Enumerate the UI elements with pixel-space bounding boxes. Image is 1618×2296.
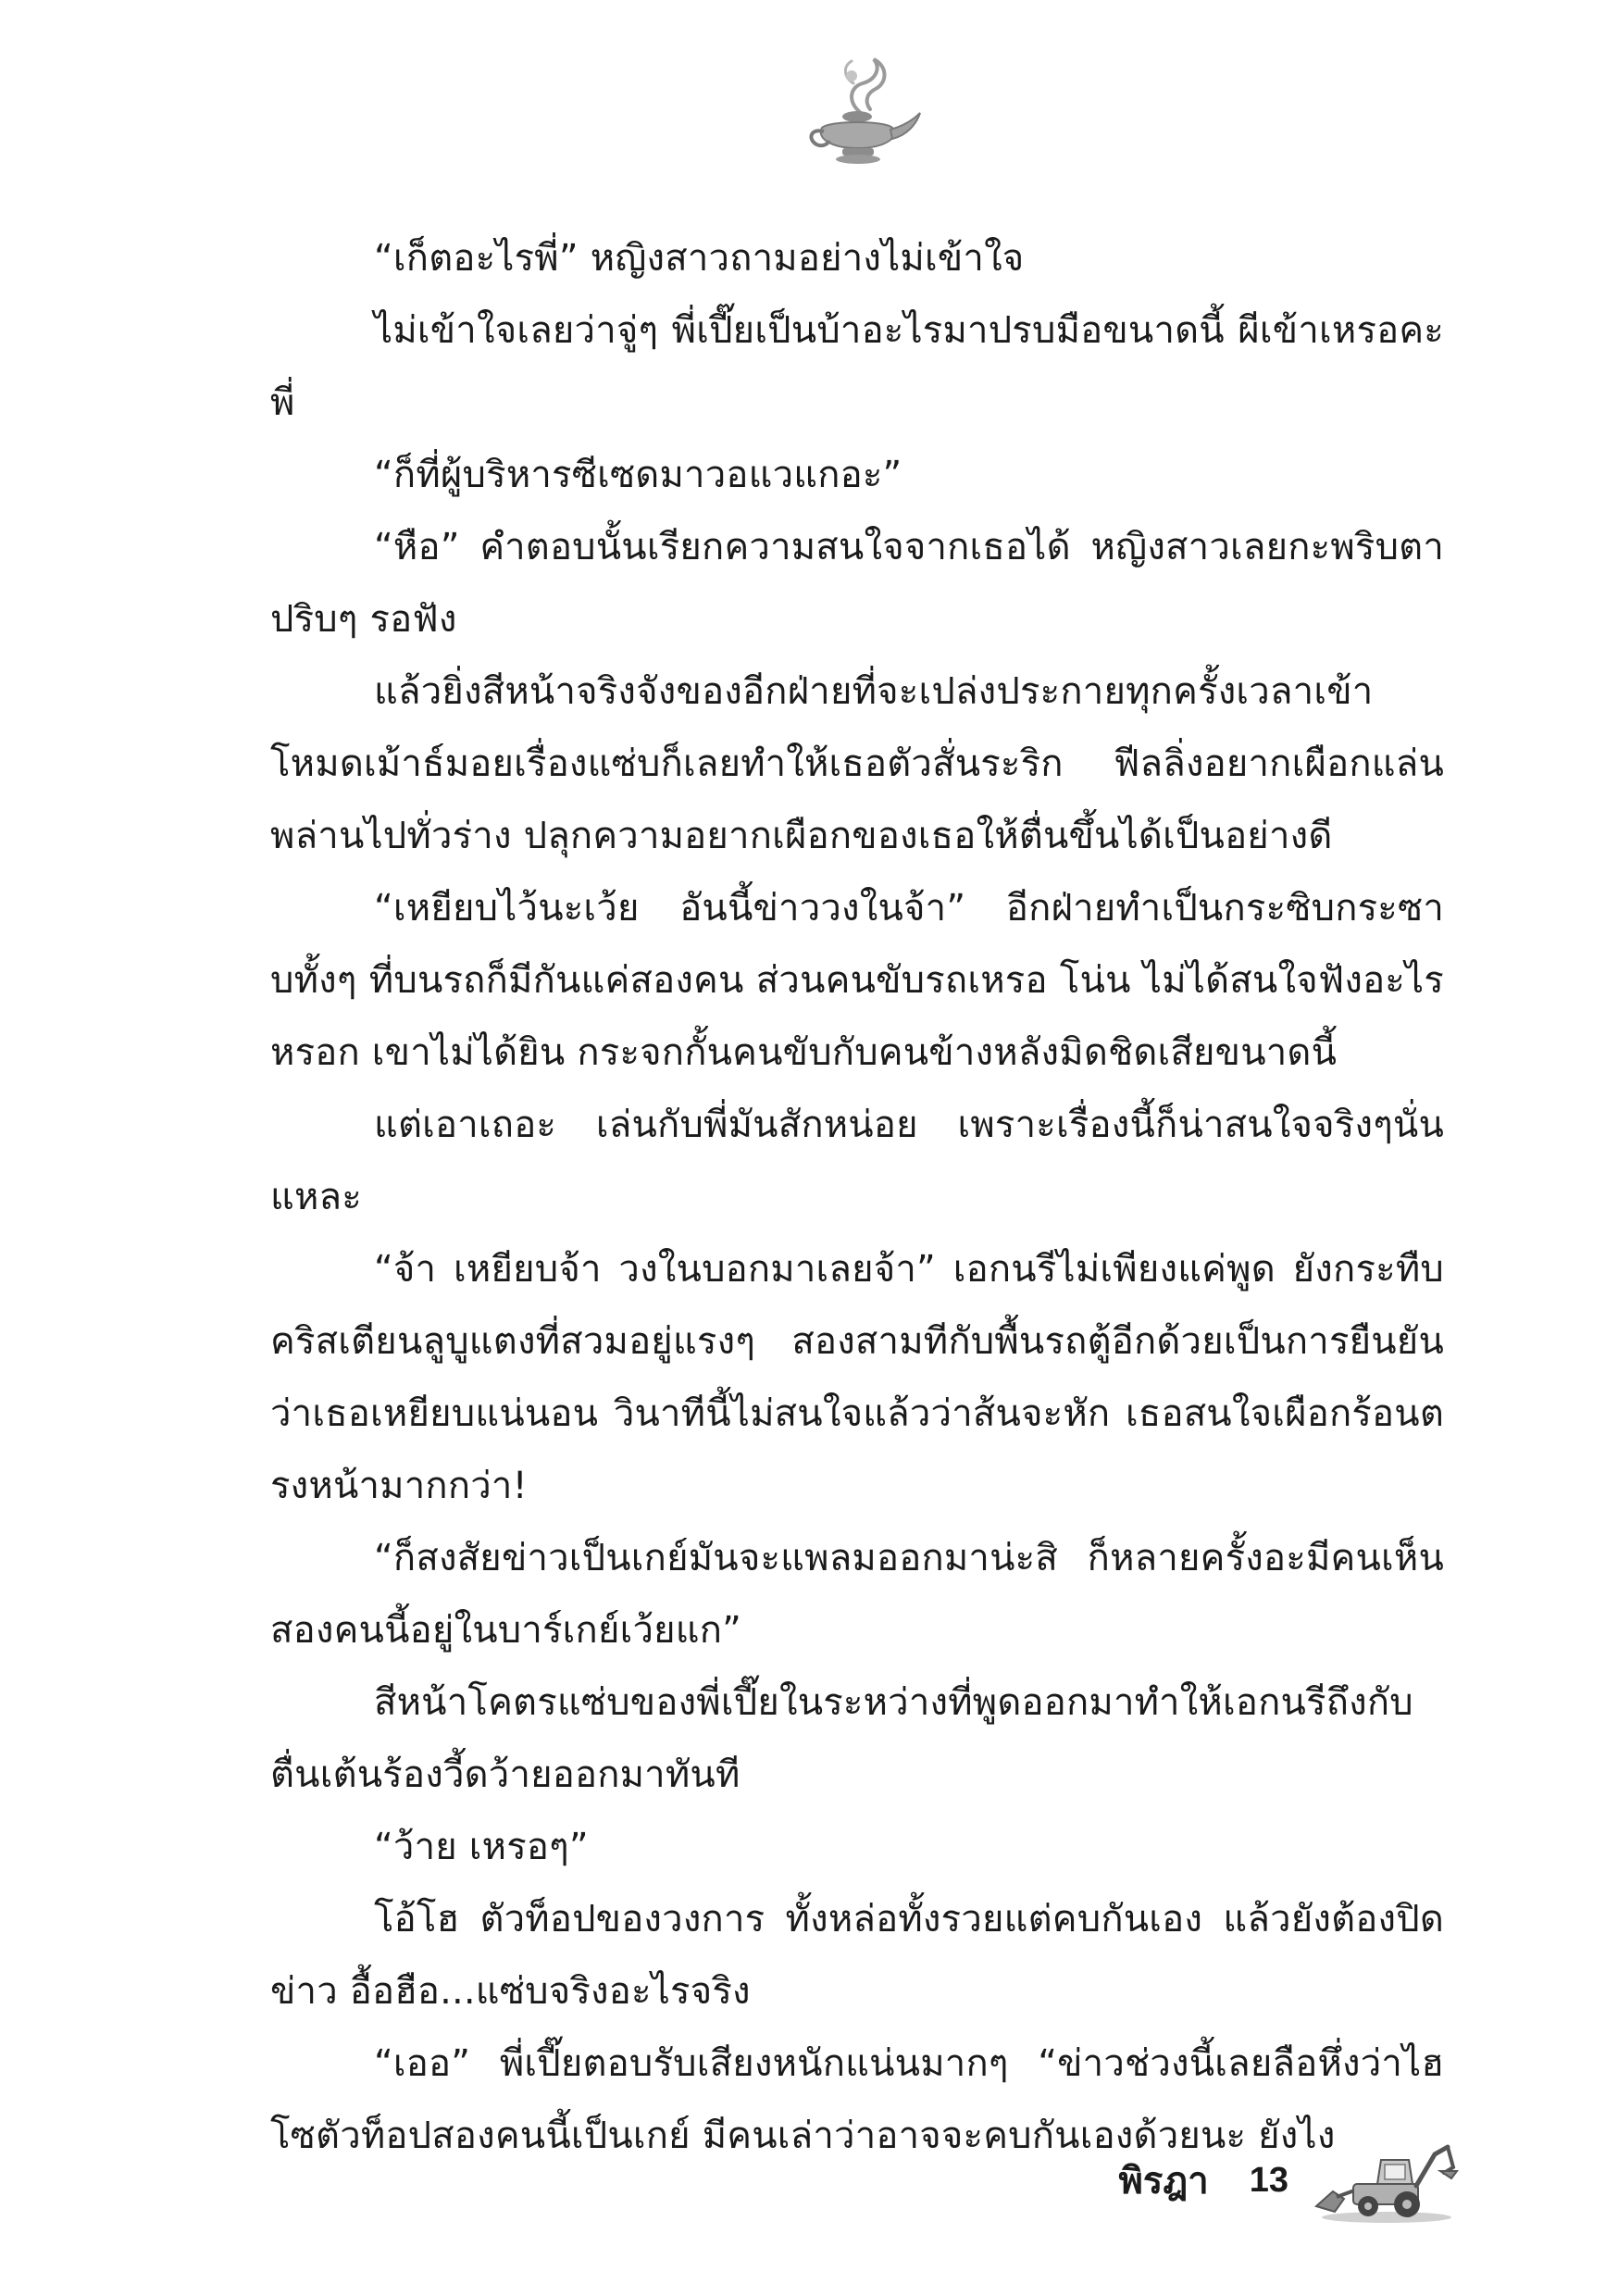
page-number: 13 bbox=[1249, 2160, 1288, 2200]
backhoe-truck-icon bbox=[1313, 2134, 1461, 2227]
paragraph: “เก็ตอะไรพี่” หญิงสาวถามอย่างไม่เข้าใจ bbox=[374, 237, 1025, 280]
paragraph: “จ้า เหยียบจ้า วงในบอกมาเลยจ้า” เอกนรีไม่เพียงแค่พูด ยังกระทืบคริสเตียนลูบูแตงที่สวมอยู่แรงๆ สองสามทีกับพื้นรถตู้อีกด้วยเป็นการยืนยันว่าเธอเหยียบแน่นอน วินาทีนี้ไม่สนใจแล้วว่าส้นจะหัก เธอสนใจเผือกร้อนตรงหน้ามากกว่า! bbox=[270, 1248, 1444, 1507]
paragraph: แล้วยิ่งสีหน้าจริงจังของอีกฝ่ายที่จะเปล่งประกายทุกครั้งเวลาเข้าโหมดเม้าธ์มอยเรื่องแซ่บก็เลยทำให้เธอตัวสั่นระริก ฟีลลิ่งอยากเผือกแล่นพล่านไปทั่วร่าง ปลุกความอยากเผือกของเธอให้ตื่นขึ้นได้เป็นอย่างดี bbox=[270, 670, 1444, 857]
genie-lamp-icon bbox=[796, 56, 926, 167]
paragraph: “เหยียบไว้นะเว้ย อันนี้ข่าววงในจ้า” อีกฝ่ายทำเป็นกระซิบกระซาบทั้งๆ ที่บนรถก็มีกันแค่สองคน ส่วนคนขับรถเหรอ โน่น ไม่ได้สนใจฟังอะไรหรอก เขาไม่ได้ยิน กระจกกั้นคนขับกับคนข้างหลังมิดชิดเสียขนาดนี้ bbox=[270, 887, 1444, 1074]
paragraph: “เออ” พี่เปี๊ยตอบรับเสียงหนักแน่นมากๆ “ข่าวช่วงนี้เลยลือหึ่งว่าไฮโซตัวท็อปสองคนนี้เป็นเกย์ มีคนเล่าว่าอาจจะคบกันเองด้วยนะ ยังไง bbox=[270, 2042, 1444, 2157]
paragraph: “ก็สงสัยข่าวเป็นเกย์มันจะแพลมออกมาน่ะสิ ก็หลายครั้งอะมีคนเห็นสองคนนี้อยู่ในบาร์เกย์เว้ยแก” bbox=[270, 1537, 1444, 1652]
paragraph: “ว้าย เหรอๆ” bbox=[374, 1826, 589, 1868]
paragraph: แต่เอาเถอะ เล่นกับพี่มันสักหน่อย เพราะเรื่องนี้ก็น่าสนใจจริงๆนั่นแหละ bbox=[270, 1104, 1444, 1218]
author-name: พิรฎา bbox=[1118, 2160, 1209, 2202]
paragraph: “หือ” คำตอบนั้นเรียกความสนใจจากเธอได้ หญิงสาวเลยกะพริบตาปริบๆ รอฟัง bbox=[270, 526, 1444, 641]
page-body bbox=[270, 222, 1444, 2172]
paragraph: โอ้โฮ ตัวท็อปของวงการ ทั้งหล่อทั้งรวยแต่คบกันเอง แล้วยังต้องปิดข่าว อื้อฮือ...แซ่บจริงอะไรจริง bbox=[270, 1898, 1444, 2013]
paragraph: “ก็ที่ผู้บริหารซีเซดมาวอแวแกอะ” bbox=[374, 454, 902, 496]
paragraph: ไม่เข้าใจเลยว่าจู่ๆ พี่เปี๊ยเป็นบ้าอะไรมาปรบมือขนาดนี้ ผีเข้าเหรอคะพี่ bbox=[270, 309, 1444, 424]
page-footer bbox=[1119, 2129, 1461, 2231]
paragraph: สีหน้าโคตรแซ่บของพี่เปี๊ยในระหว่างที่พูดออกมาทำให้เอกนรีถึงกับตื่นเต้นร้องวี้ดว้ายออกมาทันที bbox=[270, 1681, 1413, 1796]
